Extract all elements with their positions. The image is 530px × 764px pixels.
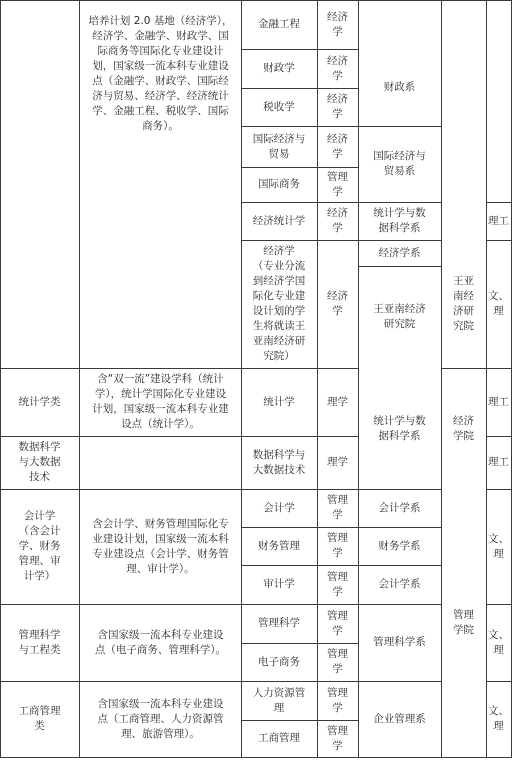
department-cell: 经济学系 [378,246,421,259]
department-cell: 会计学系 [378,578,421,590]
subject-cell: 理工 [488,456,509,468]
subject-cell: 文、理 [488,290,509,317]
department-cell: 统计学与数 据科学系 [373,414,426,442]
department-cell: 国际经济与 贸易系 [373,150,426,177]
category-cell: 工商管理 类 [18,705,61,732]
major-discipline: 管理 学 [327,494,348,521]
subject-cell: 理工 [488,395,509,408]
major-name: 电子商务 [258,655,300,668]
major-name: 工商管理 [258,732,300,744]
major-name: 金融工程 [258,18,300,30]
description-cell [80,436,241,489]
major-discipline: 经济 学 [327,207,348,234]
major-discipline: 理学 [327,456,348,468]
subject-cell: 文、理 [488,532,509,560]
department-cell: 统计学与数 据科学系 [373,207,426,234]
major-discipline: 管理 学 [327,570,348,598]
major-name: 统计学 [263,395,295,408]
major-discipline: 经济 学 [327,290,348,317]
major-discipline: 理学 [327,395,348,408]
department-cell: 企业管理系 [373,712,426,725]
major-name: 税收学 [263,100,295,113]
major-name: 审计学 [263,578,295,590]
major-name: 经济统计学 [252,214,306,227]
major-name: 国际经济与 贸易 [252,132,306,160]
subject-cell: 理工 [488,214,509,227]
department-cell: 财政系 [383,81,416,93]
subject-cell: 文、理 [488,705,509,732]
major-name: 经济学 （专业分流 到经济学国 际化专业建 设计划的学 生将就读王 亚南经济研 究院） [252,245,306,362]
major-discipline: 管理 学 [327,686,348,714]
major-discipline: 管理 学 [327,170,348,198]
category-cell: 统计学类 [18,395,61,408]
department-cell: 王亚南经济 研究院 [373,303,426,330]
major-discipline: 经济 学 [327,54,348,82]
department-cell: 财务学系 [378,539,421,552]
major-name: 管理科学 [258,617,300,629]
school-cell: 王亚 南经 济研 究院 [453,275,474,332]
major-name: 人力资源管 理 [252,686,306,714]
department-cell: 管理科学系 [373,636,426,648]
school-cell: 经济 学院 [453,414,474,442]
category-cell [0,0,79,368]
major-discipline: 经济 学 [327,93,348,120]
subject-cell: 文、理 [488,628,509,656]
department-cell: 会计学系 [378,501,421,514]
major-name: 财务管理 [258,539,300,552]
description-cell: 培养计划 2.0 基地（经济学）， 经济学、金融学、财政学、国 际商务等国际化专业建设计 划，国家级一流本科专业建设 点（金融学、财政学、国际经 济与贸易、经济学、经济统计 学、金融工程、税收学、国际 商务）。 [88,15,233,132]
major-discipline: 经济 学 [327,10,348,38]
major-name: 会计学 [263,501,295,514]
major-discipline: 管理 学 [327,532,348,559]
major-discipline: 管理 学 [327,609,348,637]
description-cell: 含会计学、财务管理国际化专 业建设计划，国家级一流本科 专业建设点（会计学、财务管 理、审计学）。 [92,517,229,575]
major-name: 数据科学与 大数据技术 [252,448,306,476]
description-cell: 含国家级一流本科专业建设 点（工商管理、人力资源管 理、旅游管理）。 [97,697,224,740]
description-cell: 含“双一流”建设学科（统计 学），统计学国际化专业建设 计划，国家级一流本科专业建 设点（统计学）。 [92,373,229,430]
major-name: 财政学 [263,62,295,74]
major-name: 国际商务 [258,178,300,190]
major-discipline: 管理 学 [327,724,348,752]
major-discipline: 经济 学 [327,132,348,160]
category-cell: 数据科学 与大数据 技术 [18,441,61,483]
category-cell: 管理科学 与工程类 [18,628,61,656]
category-cell: 会计学 （含会计 学、财务 管理、审 计学） [18,510,61,582]
major-discipline: 管理 学 [327,648,348,675]
school-cell: 管理 学院 [453,609,474,636]
description-cell: 含国家级一流本科专业建设 点（电子商务、管理科学）。 [94,628,227,656]
